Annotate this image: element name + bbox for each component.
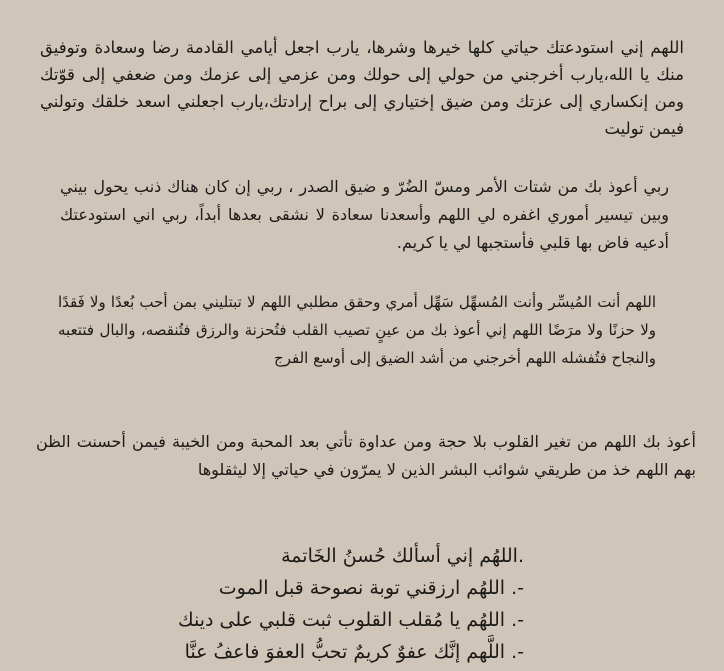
- dua-line-4: -. اللَّهم إنَّك عفوٌ كريمٌ تحبُّ العفوَ فاعفُ عنَّا: [184, 641, 524, 663]
- dua-line-2: -. اللهُم ارزقني توبة نصوحة قبل الموت: [218, 577, 524, 599]
- paragraph-1: اللهم إني استودعتك حياتي كلها خيرها وشرها، يارب اجعل أيامي القادمة رضا وسعادة وتوفيق منك يا الله،يارب أخرجني من حولي إلى حولك ومن عزمي إلى عزمك ومن ضعفي إلى قوّتك ومن إنكساري إلى عزتك ومن ضيق إختياري إلى براح إرادتك،يارب اجعلني اسعد خلقك وتولني فيمن توليت: [40, 38, 684, 138]
- paragraph-3: اللهم أنت المُيسِّر وأنت المُسهِّل سَهِّل أمري وحقق مطلبي اللهم لا تبتليني بمن أحب بُعدًا ولا فَقدًا ولا حزنًا ولا مرَضًا اللهم إني أعوذ بك من عينٍ تصيب القلب فتُحزنة والرزق فتُنقصه، والبال فتتعبه والنجاح فتُفشله اللهم أخرجني من أشد الضيق إلى أوسع الفرج: [58, 293, 656, 367]
- dua-line-3: -. اللهُم يا مُقلب القلوب ثبت قلبي على دينك: [177, 609, 524, 631]
- paragraph-2: ربي أعوذ بك من شتات الأمر ومسّ الضُرّ و ضيق الصدر ، ربي إن كان هناك ذنب يحول بيني وبين تيسير أموري اغفره لي اللهم وأسعدنا سعادة لا نشقى بعدها أبداً، ربي اني استودعتك أدعيه فاض بها قلبي فأستجبها لي يا كريم.: [60, 177, 669, 252]
- dua-line-1: .اللهُم إني أسألك حُسنُ الخَاتمة: [281, 545, 524, 567]
- dua-list: [177, 540, 524, 668]
- paragraph-4: أعوذ بك اللهم من تغير القلوب بلا حجة ومن عداوة تأتي بعد المحبة ومن الخيبة فيمن أحسنت الظن بهم اللهم خذ من طريقي شوائب البشر الذين لا يمرّون في حياتي إلا ليثقلوها: [36, 432, 696, 479]
